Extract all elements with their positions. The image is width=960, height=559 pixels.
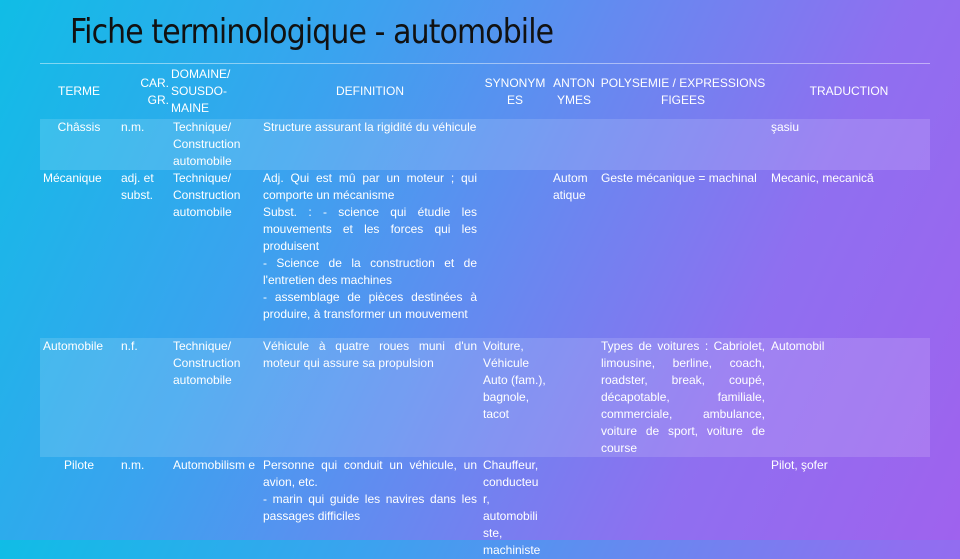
- cell-terme: Automobile: [43, 339, 104, 353]
- cell-polysemie: Geste mécanique = machinal: [601, 171, 757, 185]
- cell-terme: Pilote: [63, 458, 95, 472]
- cell-domaine: Technique/ Construction automobile: [173, 120, 241, 168]
- header-synonymes: SYNONYM ES: [480, 64, 550, 120]
- cell-synonymes: [480, 119, 550, 170]
- cell-cat: n.f.: [121, 339, 138, 353]
- cell-cat: n.m.: [121, 458, 145, 472]
- cell-terme: Châssis: [57, 120, 101, 134]
- cell-antonymes: [550, 338, 598, 457]
- cell-synonymes: Voiture, Véhicule Auto (fam.), bagnole, tacot: [483, 339, 546, 421]
- cell-domaine: Technique/ Construction automobile: [173, 339, 241, 387]
- header-terme: TERME: [40, 64, 118, 120]
- cell-synonymes: [480, 170, 550, 338]
- cell-definition: Véhicule à quatre roues muni d'un moteur qui assure sa propulsion: [263, 339, 477, 370]
- header-antonymes: ANTON YMES: [550, 64, 598, 120]
- cell-definition: Personne qui conduit un véhicule, un avion, etc. - marin qui guide les navires dans les passages difficiles: [263, 458, 477, 523]
- page-title: Fiche terminologique - automobile: [70, 12, 554, 52]
- cell-terme: Mécanique: [43, 171, 102, 185]
- header-definition: DEFINITION: [260, 64, 480, 120]
- cell-traduction: şasiu: [771, 120, 800, 134]
- cell-cat: adj. et subst.: [121, 171, 154, 202]
- cell-cat: n.m.: [121, 120, 145, 134]
- cell-polysemie: Types de voitures : Cabriolet, limousine, berline, coach, roadster, break, coupé, décapotable, familiale, commerciale, ambulance, voiture de sport, voiture de course: [601, 339, 765, 455]
- cell-antonymes: [550, 119, 598, 170]
- cell-domaine: Automobilism e: [173, 458, 256, 472]
- header-polysemie: POLYSEMIE / EXPRESSIONS FIGEES: [598, 64, 768, 120]
- cell-antonymes: Autom atique: [553, 171, 588, 202]
- cell-traduction: Automobil: [771, 339, 825, 353]
- cell-antonymes: [550, 457, 598, 559]
- cell-domaine: Technique/ Construction automobile: [173, 171, 241, 219]
- cell-definition: Structure assurant la rigidité du véhicule: [263, 120, 477, 134]
- header-domaine: DOMAINE/ SOUSDO- MAINE: [170, 64, 260, 120]
- table-row: [40, 457, 930, 559]
- header-row: [40, 64, 930, 120]
- cell-traduction: Pilot, şofer: [771, 458, 828, 472]
- header-traduction: TRADUCTION: [768, 64, 930, 120]
- table-row: [40, 170, 930, 338]
- cell-polysemie: [598, 457, 768, 559]
- cell-synonymes: Chauffeur, conducteu r, automobili ste, machiniste: [483, 458, 541, 557]
- cell-traduction: Mecanic, mecanică: [771, 171, 874, 185]
- table-row: [40, 119, 930, 170]
- cell-polysemie: [598, 119, 768, 170]
- terminology-table: [40, 63, 930, 559]
- cell-definition: Adj. Qui est mû par un moteur ; qui comporte un mécanisme Subst. : - science qui étudie les mouvements et les forces qui les produisent - Science de la construction et de l'entretien des machines - assemblage de pièces destinées à produire, à transformer un mouvement: [263, 171, 477, 321]
- table-row: [40, 338, 930, 457]
- header-cat: CAR. GR.: [118, 64, 170, 120]
